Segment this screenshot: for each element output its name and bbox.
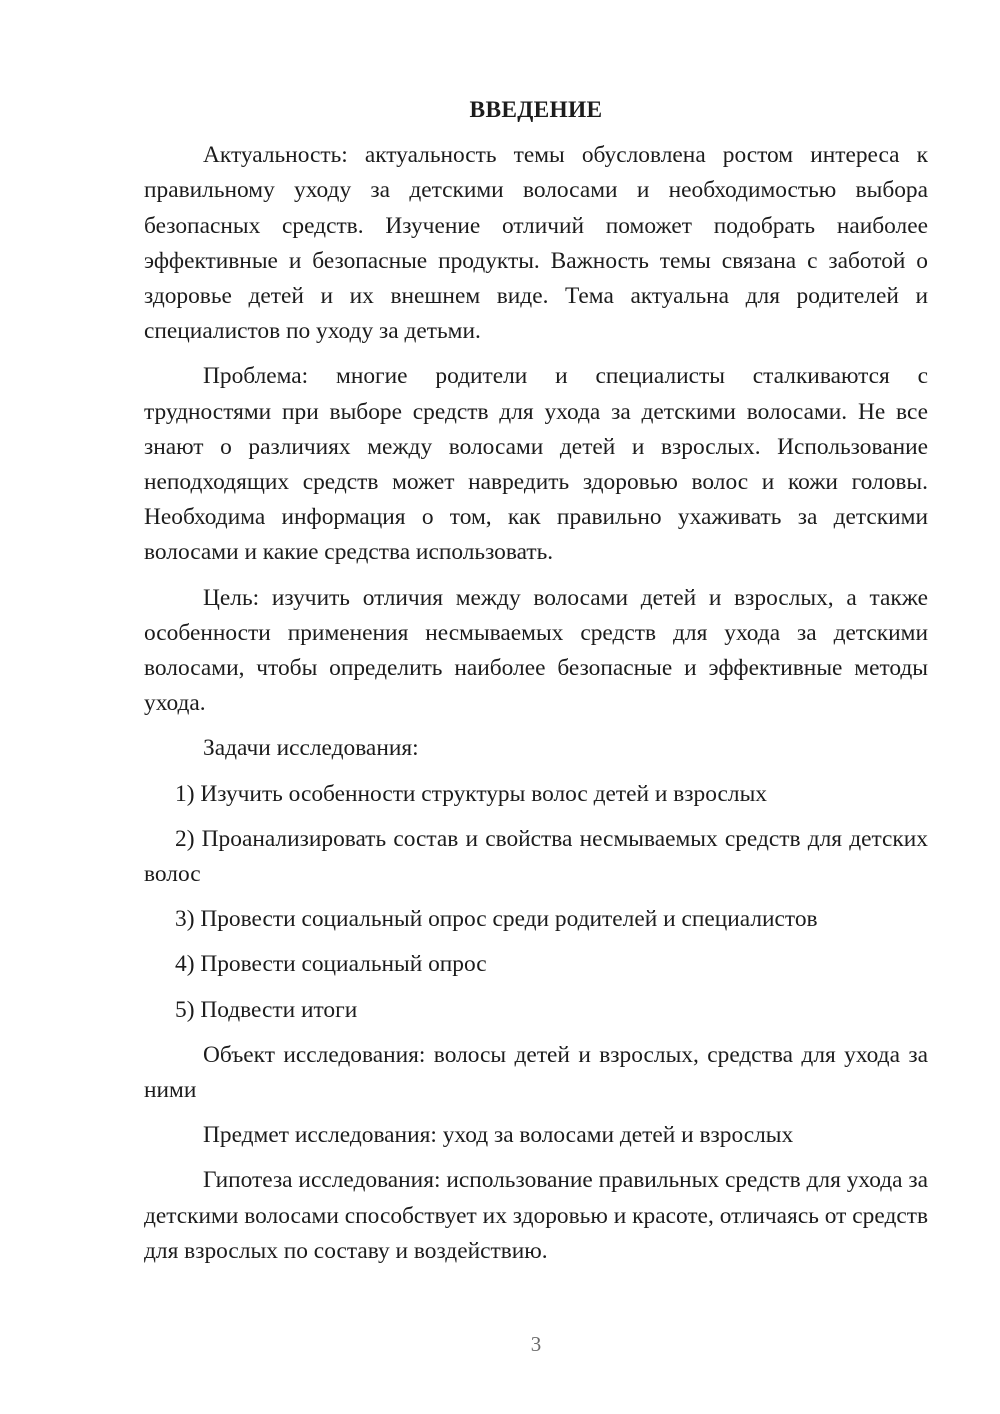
page-content [144, 93, 928, 1279]
problem-paragraph: Проблема: многие родители и специалисты сталкиваются с трудностями при выборе средств для ухода за детскими волосами. Не все знают о различиях между волосами детей и взрослых. Использование неподходящих средств может навредить здоровью волос и кожи головы. Необходима информация о том, как правильно ухаживать за детскими волосами и какие средства использовать. [144, 363, 928, 566]
object-paragraph: Объект исследования: волосы детей и взрослых, средства для ухода за ними [144, 1041, 928, 1104]
page-number: 3 [530, 1332, 542, 1356]
page-title: ВВЕДЕНИЕ [469, 97, 603, 123]
tasks-heading: Задачи исследования: [203, 735, 419, 762]
task-item: 3) Провести социальный опрос среди родителей и специалистов [175, 906, 818, 933]
task-item: 2) Проанализировать состав и свойства несмываемых средств для детских волос [144, 825, 928, 888]
hypothesis-paragraph: Гипотеза исследования: использование правильных средств для ухода за детскими волосами способствует их здоровью и красоте, отличаясь от средств для взрослых по составу и воздействию. [144, 1167, 928, 1264]
tasks-list [144, 777, 928, 1028]
goal-paragraph: Цель: изучить отличия между волосами детей и взрослых, а также особенности применения несмываемых средств для ухода за детскими волосами, чтобы определить наиболее безопасные и эффективные методы ухода. [144, 584, 928, 717]
subject-paragraph: Предмет исследования: уход за волосами детей и взрослых [203, 1122, 794, 1149]
task-item: 5) Подвести итоги [175, 996, 358, 1023]
relevance-paragraph: Актуальность: актуальность темы обусловлена ростом интереса к правильному уходу за детскими волосами и необходимостью выбора безопасных средств. Изучение отличий поможет подобрать наиболее эффективные и безопасные продукты. Важность темы связана с заботой о здоровье детей и их внешнем виде. Тема актуальна для родителей и специалистов по уходу за детьми. [144, 142, 928, 345]
task-item: 1) Изучить особенности структуры волос детей и взрослых [175, 780, 767, 807]
task-item: 4) Провести социальный опрос [175, 951, 487, 978]
